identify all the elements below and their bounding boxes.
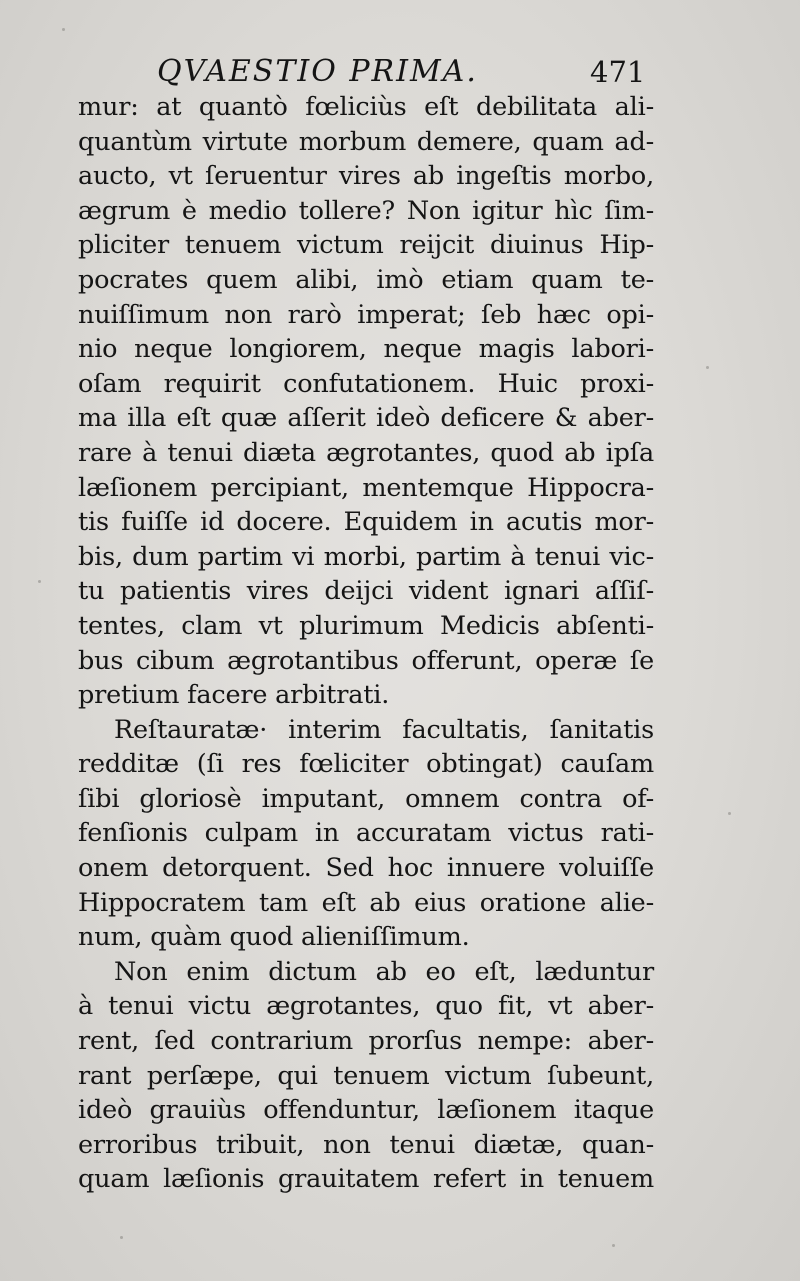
text-line: rant perſæpe, qui tenuem victum ſubeunt, [78,1060,654,1091]
text-line: ægrum è medio tollere? Non igitur hìc ſim- [78,195,654,226]
body-text [78,90,654,1197]
text-line: bus cibum ægrotantibus offerunt, operæ ſe [78,645,654,676]
text-line: quantùm virtute morbum demere, quam ad- [78,126,654,157]
text-line: fenſionis culpam in accuratam victus rati- [78,818,654,849]
text-line: tu patientis vires deijci vident ignari aſſiſ- [78,576,654,607]
text-line: onem detorquent. Sed hoc innuere voluiſſe [78,853,654,884]
text-line: pretium facere arbitrati. [78,680,390,711]
text-line: Hippocratem tam eſt ab eius oratione alie- [78,887,654,918]
text-line: nio neque longiorem, neque magis labori- [78,334,654,365]
text-line: quam læſionis grauitatem refert in tenuem [78,1164,654,1195]
page-header [0,52,800,92]
text-line: rent, ſed contrarium prorſus nempe: aber- [78,1026,654,1057]
text-line: erroribus tribuit, non tenui diætæ, quan- [78,1129,654,1160]
text-line: tentes, clam vt plurimum Medicis abſenti- [78,610,654,641]
page-number: 471 [590,55,646,89]
paragraph-start-line: Reſtauratæ· interim facultatis, ſanitatis [114,714,654,745]
text-line: læſionem percipiant, mentemque Hippocra- [78,472,654,503]
text-line: ma illa eſt quæ aſſerit ideò deficere & aber- [78,403,654,434]
text-line: bis, dum partim vi morbi, partim à tenui vic- [78,541,654,572]
paragraph-start-line: Non enim dictum ab eo eſt, læduntur [114,956,654,987]
text-line: pliciter tenuem victum reijcit diuinus Hip- [78,230,654,261]
running-title: QVAESTIO PRIMA. [157,54,478,89]
text-line: redditæ (ſi res fœliciter obtingat) cauſam [78,749,654,780]
text-line: ideò grauiùs offenduntur, læſionem itaque [78,1095,654,1126]
text-line: num, quàm quod alieniſſimum. [78,922,470,953]
text-line: tis fuiſſe id docere. Equidem in acutis mor- [78,507,654,538]
text-line: nuiſſimum non rarò imperat; ſeb hæc opi- [78,299,654,330]
text-line: oſam requirit confutationem. Huic proxi- [78,368,654,399]
text-line: aucto, vt ſeruentur vires ab ingeſtis morbo, [78,161,654,192]
text-line: pocrates quem alibi, imò etiam quam te- [78,264,654,295]
text-line: à tenui victu ægrotantes, quo fit, vt aber- [78,991,654,1022]
text-line: ſibi gloriosè imputant, omnem contra of- [78,783,654,814]
text-line: mur: at quantò fœliciùs eſt debilitata ali- [78,92,654,122]
text-line: rare à tenui diæta ægrotantes, quod ab ipſa [78,437,654,468]
